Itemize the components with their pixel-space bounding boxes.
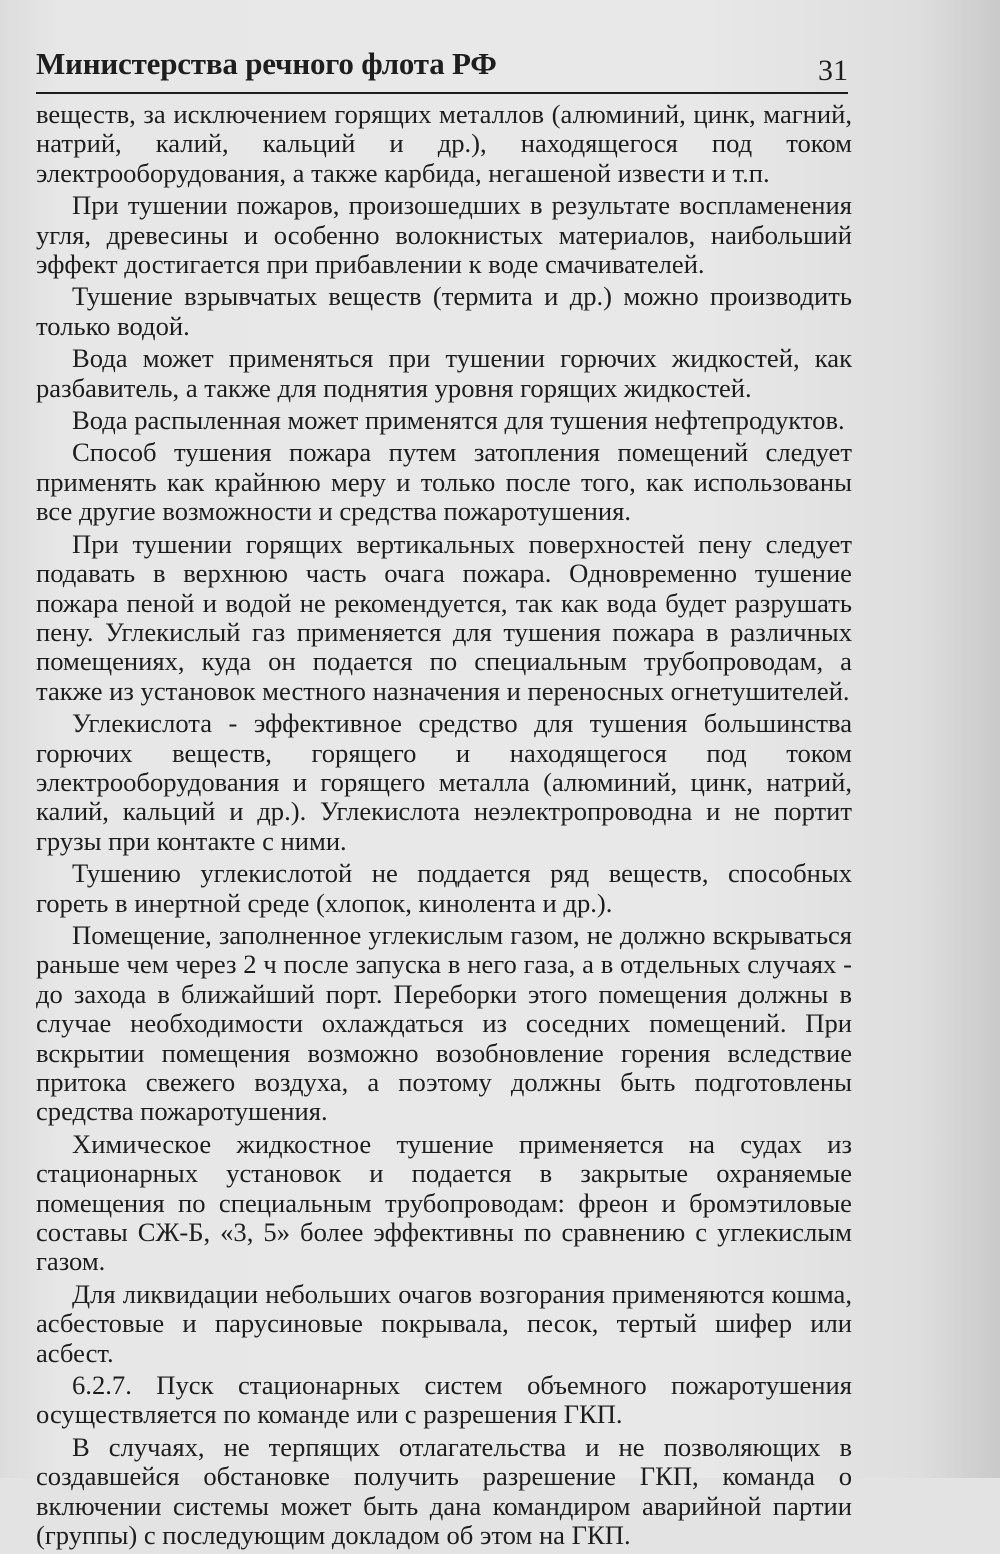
paragraph-emergency-command: В случаях, не терпящих отлагательства и не позволяющих в создавшейся обстановке получить разрешение ГКП, команда о включении системы может быть дана командиром аварийной партии (группы) с последующим докладом об этом на ГКП.: [36, 1431, 852, 1551]
paragraph-foam-co2: При тушении горящих вертикальных поверхностей пену следует подавать в верхнюю часть очага пожара. Одновременно тушение пожара пеной и водой не рекомендуется, так как вода будет разрушать пену. Углекислый газ применяется для тушения пожара в различных помещениях, куда он подается по специальным трубопроводам, а также из установок местного назначения и переносных огнетушителей.: [36, 528, 852, 706]
paragraph-water-spray: Вода распыленная может применятся для тушения нефтепродуктов.: [72, 405, 845, 436]
paragraph-fibrous-materials: При тушении пожаров, произошедших в результате воспламенения угля, древесины и особенно волокнистых материалов, наибольший эффект достигается при прибавлении к воде смачивателей.: [36, 190, 852, 280]
running-title: Министерства речного флота РФ: [36, 46, 497, 81]
paragraph-explosives: Тушение взрывчатых веществ (термита и др.) можно производить только водой.: [36, 281, 852, 341]
page-number: 31: [818, 54, 848, 87]
paragraph-continuation: веществ, за исключением горящих металлов (алюминий, цинк, магний, натрий, калий, кальций и др.), находящегося под током электрооборудования, а также карбида, негашеной извести и т.п.: [36, 99, 852, 188]
paragraph-small-fires: Для ликвидации небольших очагов возгорания применяются кошма, асбестовые и парусиновые покрывала, песок, тертый шифер или асбест.: [36, 1278, 852, 1368]
paragraph-section-6-2-7: 6.2.7. Пуск стационарных систем объемного пожаротушения осуществляется по команде или с разрешения ГКП.: [36, 1370, 852, 1430]
paragraph-carbon-dioxide: Углекислота - эффективное средство для тушения большинства горючих веществ, горящего и находящегося под током электрооборудования и горящего металла (алюминий, цинк, натрий, калий, кальций и др.). Углекислота неэлектропроводна и не портит грузы при контакте с ними.: [36, 708, 852, 856]
paragraph-flammable-liquids: Вода может применяться при тушении горючих жидкостей, как разбавитель, а также для поднятия уровня горящих жидкостей.: [36, 343, 852, 403]
paragraph-flooding: Способ тушения пожара путем затопления помещений следует применять как крайнюю меру и только после того, как использованы все другие возможности и средства пожаротушения.: [36, 437, 852, 527]
paragraph-compartment-opening: Помещение, заполненное углекислым газом, не должно вскрываться раньше чем через 2 ч после запуска в него газа, а в отдельных случаях - до захода в ближайший порт. Переборки этого помещения должны в случае необходимости охлаждаться из соседних помещений. При вскрытии помещения возможно возобновление горения вследствие притока свежего воздуха, а поэтому должны быть подготовлены средства пожаротушения.: [36, 919, 852, 1127]
paragraph-chemical-liquid: Химическое жидкостное тушение применяется на судах из стационарных установок и подается в закрытые охраняемые помещения по специальным трубопроводам: фреон и бромэтиловые составы СЖ-Б, «3, 5» более эффективны по сравнению с углекислым газом.: [36, 1128, 852, 1277]
page-header: [36, 42, 848, 94]
paragraph-inert-burning: Тушению углекислотой не поддается ряд веществ, способных гореть в инертной среде (хлопок, кинолента и др.).: [36, 858, 852, 918]
body-text: [36, 100, 852, 1554]
